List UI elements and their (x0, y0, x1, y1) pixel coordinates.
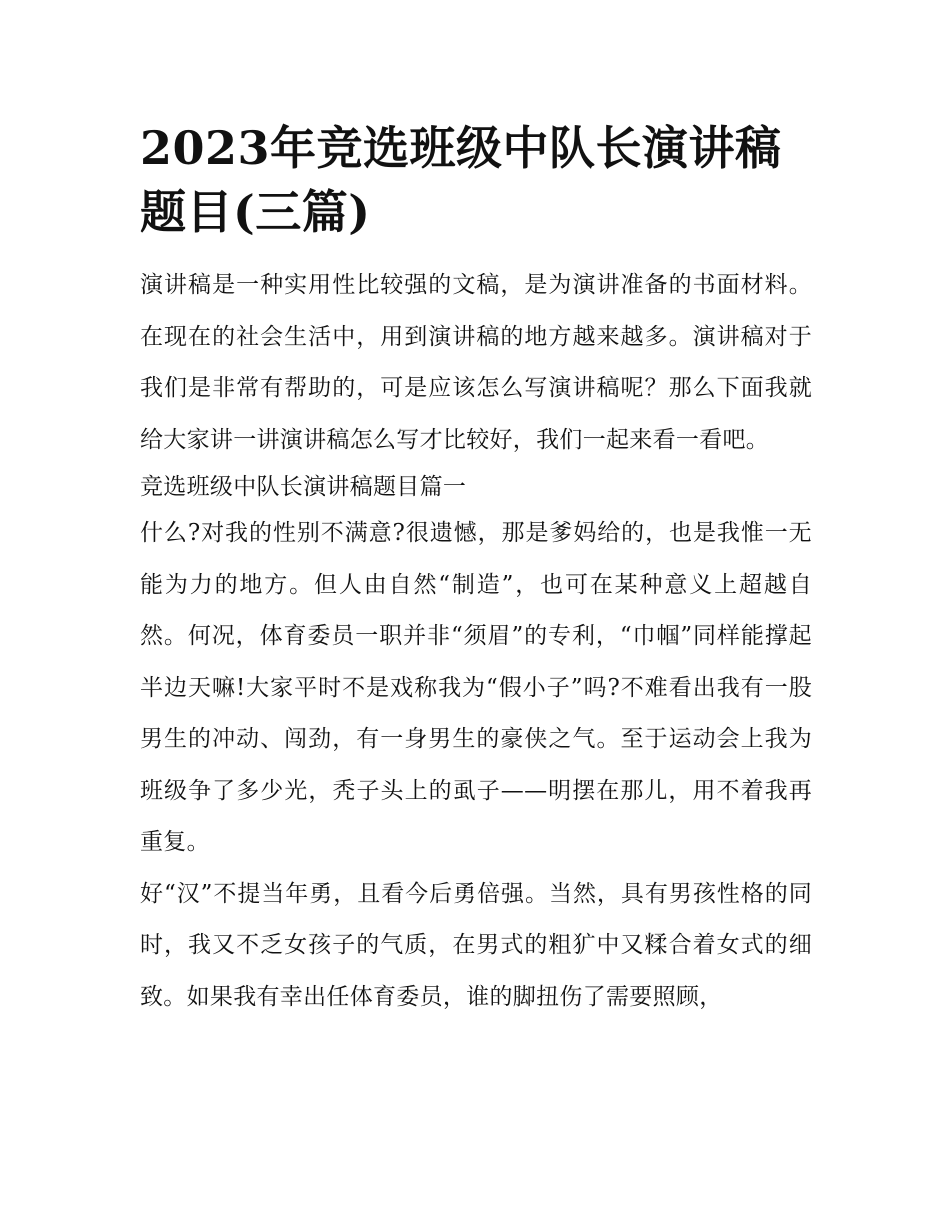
body-paragraph-1: 什么?对我的性别不满意?很遗憾，那是爹妈给的，也是我惟一无能为力的地方。但人由自然“制造”，也可在某种意义上超越自然。何况，体育委员一职并非“须眉”的专利，“巾帼”同样能撑起半边天嘛!大家平时不是戏称我为“假小子”吗?不难看出我有一股男生的冲动、闯劲，有一身男生的豪侠之气。至于运动会上我为班级争了多少光，秃子头上的虱子——明摆在那儿，用不着我再重复。 (140, 520, 812, 855)
intro-paragraph: 演讲稿是一种实用性比较强的文稿，是为演讲准备的书面材料。在现在的社会生活中，用到演讲稿的地方越来越多。演讲稿对于我们是非常有帮助的，可是应该怎么写演讲稿呢？那么下面我就给大家讲一讲演讲稿怎么写才比较好，我们一起来看一看吧。 (140, 272, 812, 453)
section-heading: 竞选班级中队长演讲稿题目篇一 (140, 474, 467, 500)
body-paragraph-2: 好“汉”不提当年勇，且看今后勇倍强。当然，具有男孩性格的同时，我又不乏女孩子的气质，在男式的粗犷中又糅合着女式的细致。如果我有幸出任体育委员，谁的脚扭伤了需要照顾， (140, 880, 812, 1010)
document-page (140, 116, 812, 1023)
document-title: 2023年竞选班级中队长演讲稿题目(三篇) (140, 121, 782, 239)
